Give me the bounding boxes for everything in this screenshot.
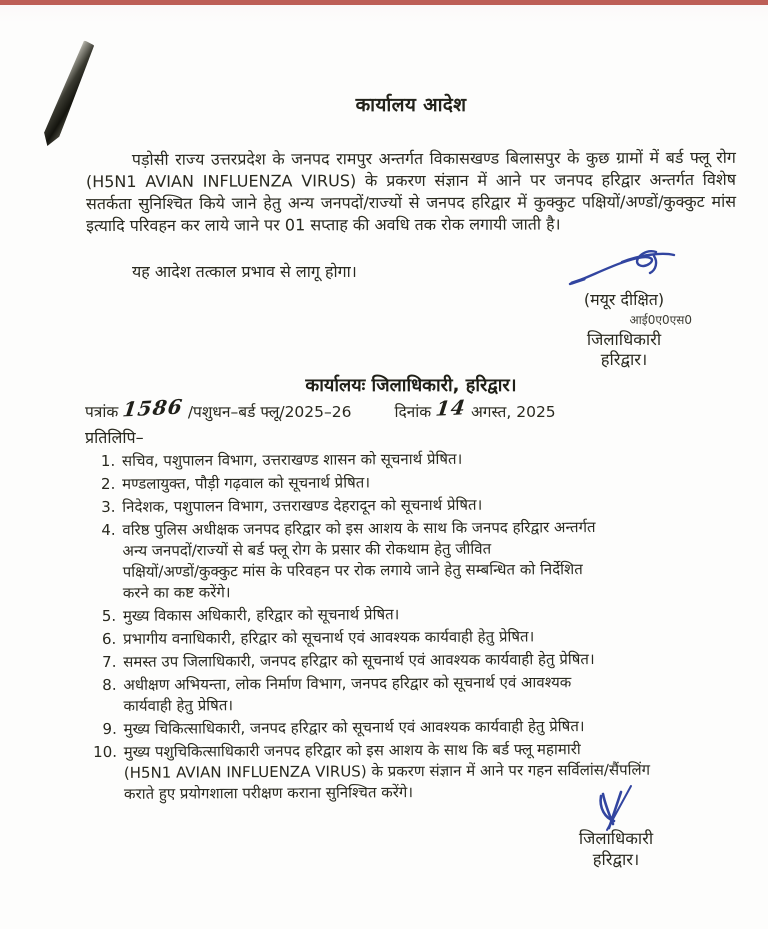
list-item: 7. समस्त उप जिलाधिकारी, जनपद हरिद्वार को सूचनार्थ एवं आवश्यक कार्यवाही हेतु प्रेषित।	[121, 648, 768, 673]
signatory-place: हरिद्वार।	[600, 350, 648, 369]
signatory-place: हरिद्वार।	[592, 850, 640, 869]
order-effective-line: यह आदेश तत्काल प्रभाव से लागू होगा।	[132, 262, 357, 281]
office-section-heading: कार्यालयः जिलाधिकारी, हरिद्वार।	[305, 375, 517, 396]
signatory-name: (मयूर दीक्षित)	[583, 290, 665, 309]
list-item: 8. अधीक्षण अभियन्ता, लोक निर्माण विभाग, जनपद हरिद्वार को सूचनार्थ एवं आवश्यक कार्यवाही हेतु प्रेषित।	[121, 671, 768, 717]
signature-ink-top-icon	[566, 246, 678, 290]
list-item: 4. वरिष्ठ पुलिस अधीक्षक जनपद हरिद्वार को इस आशय के साथ कि जनपद हरिद्वार अन्तर्गत अन्य जनपदों/राज्यों से बर्ड फ्लू रोग के प्रसार की रोकथाम हेतु जीवित पक्षियों/अण्डों/कुक्कुट मांस के परिवहन पर रोक लगाये जाने हेतु सम्बन्धित को निर्देशित करने का कष्ट करेंगे।	[120, 516, 768, 604]
copy-to-label: प्रतिलिपि–	[85, 428, 144, 447]
signature-block-bottom	[532, 784, 700, 870]
date-rest: अगस्त, 2025	[470, 403, 556, 421]
signature-block-top	[540, 246, 708, 370]
order-body-paragraph: पड़ोसी राज्य उत्तरप्रदेश के जनपद रामपुर अन्तर्गत विकासखण्ड बिलासपुर के कुछ ग्रामों में बर्ड फ्लू रोग (H5N1 AVIAN INFLUENZA VIRUS) के प्रकरण संज्ञान में आने पर जनपद हरिद्वार अन्तर्गत विशेष सतर्कता सुनिश्चित किये जाने हेतु अन्य जनपदों/राज्यों से जनपद हरिद्वार में कुक्कुट पक्षियों/अण्डों/कुक्कुट मांस इत्यादि परिवहन कर लाये जाने पर 01 सप्ताह की अवधि तक रोक लगायी जाती है।	[85, 147, 737, 236]
letter-no-label: पत्रांक	[85, 403, 119, 421]
signatory-designation: जिलाधिकारी	[586, 330, 662, 349]
letter-number-line	[85, 394, 745, 422]
list-item: 9. मुख्य चिकित्साधिकारी, जनपद हरिद्वार को सूचनार्थ एवं आवश्यक कार्यवाही हेतु प्रेषित।	[122, 715, 768, 740]
list-item: 2. मण्डलायुक्त, पौड़ी गढ़वाल को सूचनार्थ प्रेषित।	[120, 470, 768, 495]
letter-no-handwritten: 1586	[121, 394, 185, 422]
signatory-service: आई0ए0एस0	[629, 313, 692, 327]
copy-distribution-list	[84, 447, 768, 807]
date-label: दिनांक	[394, 403, 432, 421]
date-handwritten: 14	[434, 395, 468, 421]
signatory-designation: जिलाधिकारी	[578, 829, 654, 848]
list-item: 1. सचिव, पशुपालन विभाग, उत्तराखण्ड शासन को सूचनार्थ प्रेषित।	[120, 447, 768, 472]
letter-no-rest: /पशुधन–बर्ड फ्लू/2025–26	[187, 403, 352, 421]
scan-edge-shadow	[0, 5, 768, 23]
list-item: 6. प्रभागीय वनाधिकारी, हरिद्वार को सूचनार्थ एवं आवश्यक कार्यवाही हेतु प्रेषित।	[121, 625, 768, 650]
document-title: कार्यालय आदेश	[355, 94, 467, 116]
list-item: 5. मुख्य विकास अधिकारी, हरिद्वार को सूचनार्थ प्रेषित।	[121, 602, 768, 627]
list-item: 3. निदेशक, पशुपालन विभाग, उत्तराखण्ड देहरादून को सूचनार्थ प्रेषित।	[120, 493, 768, 518]
signature-ink-bottom-icon	[587, 784, 645, 832]
list-item: 10. मुख्य पशुचिकित्साधिकारी जनपद हरिद्वार को इस आशय के साथ कि बर्ड फ्लू महामारी (H5N1 AVIAN INFLUENZA VIRUS) के प्रकरण संज्ञान में आने पर गहन सर्विलांस/सैंपलिंग कराते हुए प्रयोगशाला परीक्षण कराना सुनिश्चित करेंगे।	[122, 738, 768, 805]
